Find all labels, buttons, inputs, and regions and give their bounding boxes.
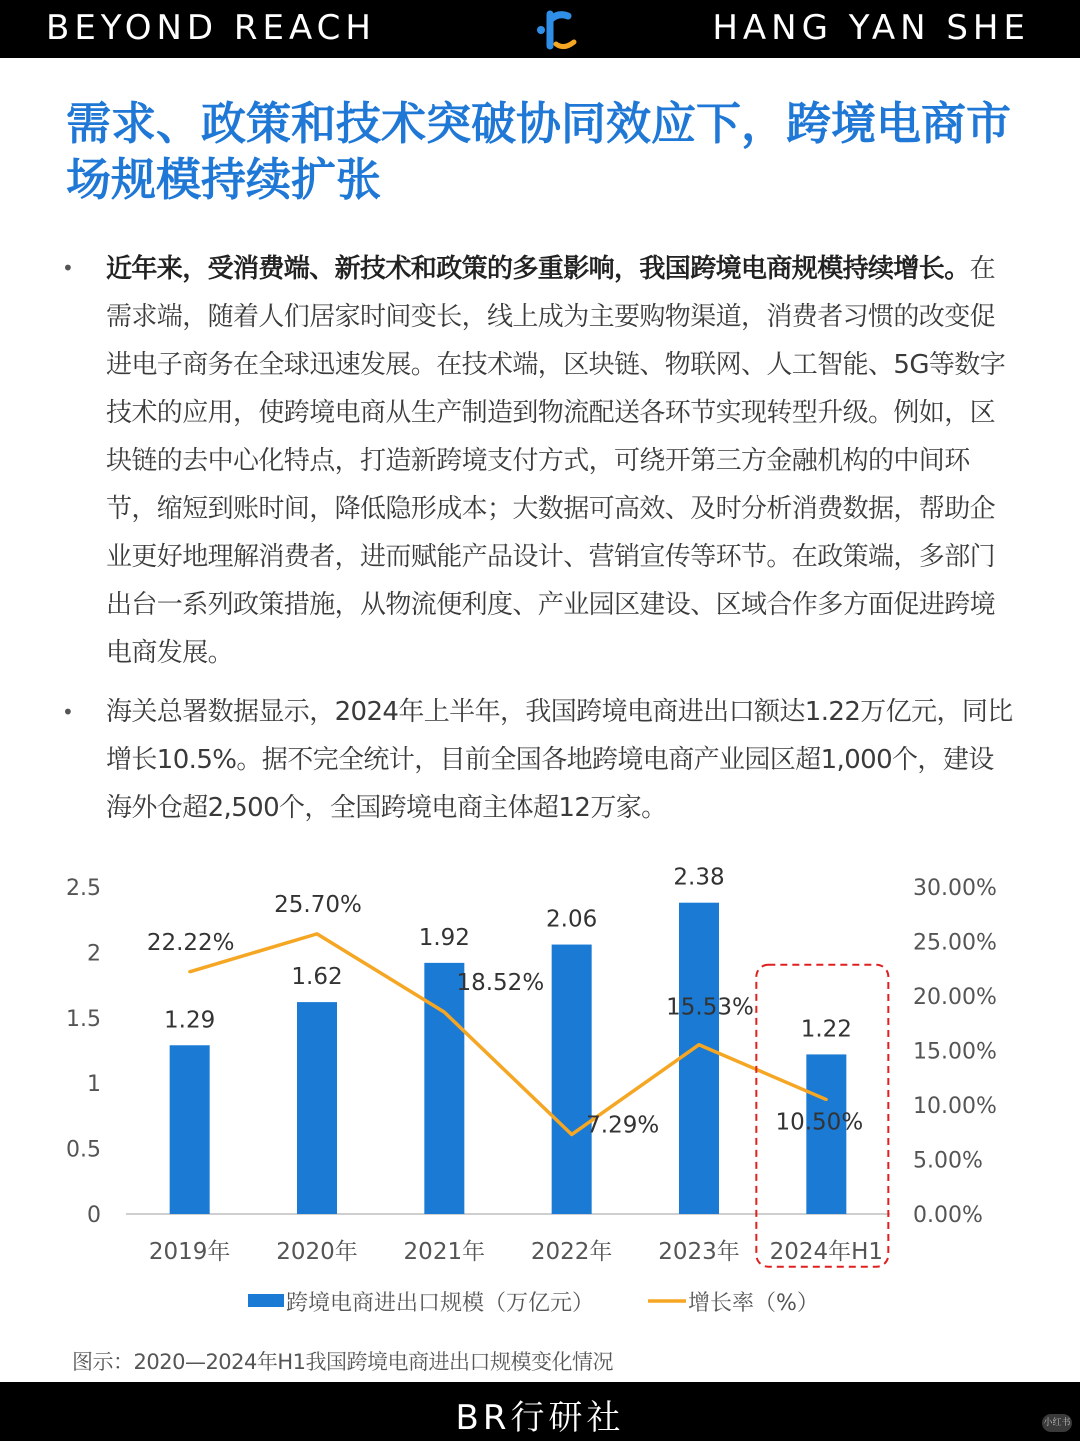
header-bar [0, 0, 1080, 58]
bar-value-label: 2.38 [673, 864, 725, 891]
line-point [698, 1043, 701, 1046]
y-right-tick-label: 10.00% [913, 1094, 997, 1119]
line-value-label: 18.52% [456, 970, 545, 997]
bar-value-label: 1.29 [164, 1007, 216, 1034]
paragraph-1 [106, 245, 1016, 677]
bar-value-label: 1.62 [291, 964, 343, 991]
bar [424, 963, 464, 1214]
y-left-tick-label: 2.5 [66, 876, 101, 901]
line-value-label: 25.70% [274, 891, 362, 918]
x-tick-label: 2024年H1 [769, 1239, 884, 1265]
watermark-badge: 小红书 [1042, 1414, 1072, 1432]
x-tick-label: 2023年 [658, 1239, 740, 1265]
y-right-tick-label: 30.00% [913, 876, 997, 901]
line-point [825, 1098, 828, 1101]
paragraph-1-lead: 近年来，受消费端、新技术和政策的多重影响，我国跨境电商规模持续增长。 [106, 254, 970, 284]
y-left-tick-label: 0.5 [66, 1137, 101, 1163]
chart [0, 860, 1080, 1340]
line-point [570, 1133, 573, 1136]
bullet-dot: • [62, 700, 74, 724]
legend-bar-swatch [248, 1294, 284, 1307]
x-tick-label: 2019年 [148, 1239, 231, 1265]
bar [297, 1002, 337, 1214]
x-tick-label: 2020年 [276, 1239, 358, 1265]
y-right-tick-label: 20.00% [913, 985, 997, 1010]
page-title: 需求、政策和技术突破协同效应下，跨境电商市场规模持续扩张 [66, 97, 1012, 206]
logo-icon [532, 6, 582, 52]
bar-value-label: 1.92 [418, 924, 470, 951]
paragraph-1-body: 在需求端，随着人们居家时间变长，线上成为主要购物渠道，消费者习惯的改变促进电子商务在全球迅速发展。在技术端，区块链、物联网、人工智能、5G等数字技术的应用，使跨境电商从生产制造到物流配送各环节实现转型升级。例如，区块链的去中心化特点，打造新跨境支付方式，可绕开第三方金融机构的中间环节，缩短到账时间，降低隐形成本；大数据可高效、及时分析消费数据，帮助企业更好地理解消费者，进而赋能产品设计、营销宣传等环节。在政策端，多部门出台一系列政策措施，从物流便利度、产业园区建设、区域合作多方面促进跨境电商发展。 [106, 254, 1006, 668]
line-value-label: 22.22% [146, 929, 235, 956]
y-right-tick-label: 15.00% [913, 1039, 997, 1065]
header-right-text: HANG YAN SHE [712, 8, 1030, 48]
y-left-tick-label: 1.5 [66, 1006, 101, 1032]
bar [552, 945, 592, 1214]
y-left-tick-label: 2 [87, 941, 101, 967]
y-left-tick-label: 0 [87, 1203, 101, 1228]
line-point [188, 970, 191, 973]
growth-rate-line [190, 934, 827, 1135]
bar [679, 903, 719, 1214]
line-point [443, 1011, 446, 1014]
bar-value-label: 1.22 [800, 1016, 852, 1043]
line-point [316, 932, 319, 935]
bar-value-label: 2.06 [546, 906, 598, 933]
line-value-label: 10.50% [775, 1109, 864, 1136]
legend-line-label: 增长率（%） [688, 1291, 819, 1316]
line-value-label: 7.29% [586, 1112, 660, 1139]
x-tick-label: 2022年 [530, 1239, 613, 1265]
legend-bar-label: 跨境电商进出口规模（万亿元） [286, 1291, 595, 1316]
x-tick-label: 2021年 [403, 1239, 486, 1265]
bar [170, 1045, 210, 1214]
y-right-tick-label: 25.00% [913, 930, 997, 956]
bullet-dot: • [62, 256, 74, 280]
line-value-label: 15.53% [666, 994, 754, 1021]
footer-brand: BR行研社 [455, 1398, 625, 1438]
paragraph-2: 海关总署数据显示，2024年上半年，我国跨境电商进出口额达1.22万亿元，同比增长10.5%。据不完全统计，目前全国各地跨境电商产业园区超1,000个，建设海外仓超2,500个，全国跨境电商主体超12万家。 [106, 697, 1013, 823]
chart-caption: 图示：2020—2024年H1我国跨境电商进出口规模变化情况 [72, 1350, 614, 1374]
y-left-tick-label: 1 [87, 1072, 101, 1098]
header-left-text: BEYOND REACH [46, 8, 376, 48]
y-right-tick-label: 0.00% [913, 1203, 983, 1228]
y-right-tick-label: 5.00% [913, 1148, 983, 1174]
footer-bar [0, 1382, 1080, 1441]
